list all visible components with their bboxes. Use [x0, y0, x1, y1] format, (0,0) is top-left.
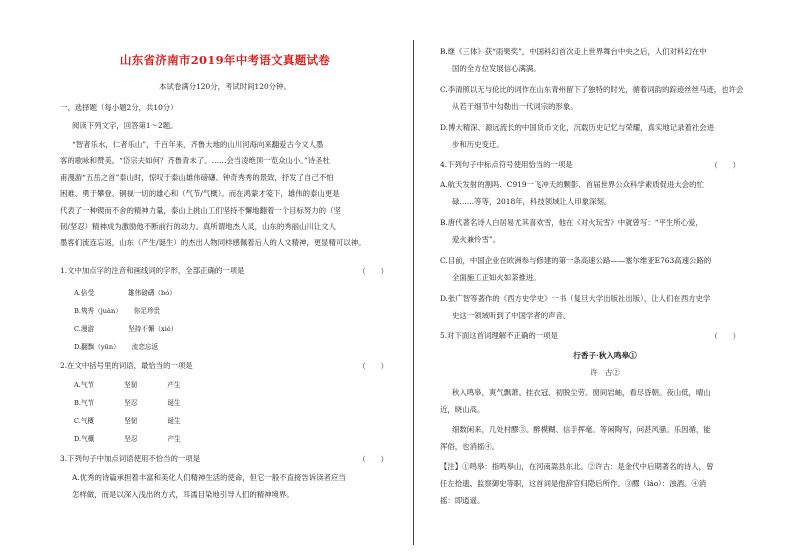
section-heading: 一、选择题（每小题2分，共10分） — [60, 103, 178, 112]
answer-paren: （ ） — [358, 455, 388, 464]
q3-option-line: 步和历史变迁。 — [452, 140, 504, 149]
q2-option-d: D.气概 坚忍 产生 — [74, 435, 181, 443]
q4-option-line: C.目前，中国企业在欧洲参与修建的第一条高速公路——塞尔维亚E763高速公路的 — [440, 256, 712, 265]
q2-option-b: B.气节 坚忍 诞生 — [74, 399, 181, 407]
poem-title: 行香子·秋入鸣皋① — [573, 351, 637, 360]
q1-option-a: A.倍受 雄伟磅礴（bó） — [74, 289, 176, 297]
poem-line: 细数闲来，几处村醪③。醉模糊、信手挥毫。等闲陶写，问甚风骚。乐因循，能 — [452, 425, 711, 434]
q4-option-line: A.航天发射的割吗、C919一飞冲天的颗影、首届世界公众科学素质促进大会的忙 — [440, 180, 704, 189]
passage-line: 韧/坚忍）精神成为激励他不断前行的动力。真所谓地杰人灵，山东的秀丽山川让文人 — [60, 222, 336, 231]
q3-option-line: B.继《三体》获“雨果奖”，中国科幻首次走上世界舞台中央之后，人们对科幻在中 — [440, 47, 707, 56]
poem-line: 近，晓山高。 — [440, 405, 485, 414]
poem-line: 秋入鸣皋，爽气飘萧。挂衣冠、初脱尘劳。窗间岩岫，看尽昏朝。夜山低，晴山 — [452, 388, 711, 397]
answer-paren: （ ） — [710, 332, 740, 341]
right-column — [440, 0, 770, 560]
poem-note: 任左拾遗、监察御史等职，这首词是他辞官归隐后所作。③醪（láo）：浊酒。④消 — [440, 479, 707, 488]
q4-option-line: D.张广智等著作的《西方史学史》一书（复旦大学出版社出版），让人们在西方史学 — [440, 294, 711, 303]
answer-paren: （ ） — [358, 362, 388, 371]
column-divider — [413, 40, 414, 545]
q2-option-c: C.气概 坚韧 诞生 — [74, 417, 181, 425]
passage-intro: 阅读下列文字，回答第1～2题。 — [72, 121, 178, 130]
question-5-stem: 5.对下面这首词理解不正确的一项是 — [440, 331, 558, 340]
q4-option-line: B.唐代著名诗人白居易尤其喜欢雪，他在《对火玩雪》中就曾写：“平生所心爱， — [440, 218, 703, 227]
answer-paren: （ ） — [358, 267, 388, 276]
page-title: 山东省济南市2019年中考语文真题试卷 — [119, 53, 331, 67]
left-column — [60, 0, 390, 560]
exam-info: 本试卷满分120分，考试时间120分钟。 — [159, 82, 291, 91]
q4-option-line: 爱火兼怜雪”。 — [452, 235, 501, 244]
question-2-stem: 2.在文中括号里的词语，最恰当的一项是 — [60, 361, 193, 370]
poem-note: 【注】①鸣皋：指鸣皋山，在河南嵩县东北。②许古：是金代中后期著名的诗人，曾 — [440, 462, 714, 471]
q4-option-line: 碌……等等，2018年，科技领域让人印象深刻。 — [452, 197, 612, 206]
poem-note: 摇：即逍遥。 — [440, 496, 485, 505]
q3-option-line: C.李清照以无与伦比的词作在山东青州留下了独特的时光，循着词韵的踪迹丝丝马迹，也许会 — [440, 85, 744, 94]
question-1-stem: 1.文中加点字的注音和画线词的字形，全部正确的一项是 — [60, 266, 245, 275]
answer-paren: （ ） — [710, 161, 740, 170]
q3-option-line: A.优秀的诗篇承担着丰富和美化人们精神生活的使命，但它一般不直接告诉读者应当 — [72, 473, 346, 482]
passage-line: 墨客们流连忘返，山东（产生/诞生）的杰出人物同样感佩着后人的人文精神，更显精可以神。 — [60, 238, 366, 247]
passage-line: 代表了一种锲而不舍的精神力量，泰山上挑山工们坚持不懈地翻着一个目标努力的（坚 — [60, 206, 341, 215]
question-3-stem: 3.下列句子中加点词语使用不恰当的一项是 — [60, 454, 201, 463]
q4-option-line: 史这一领域听到了中国学者的声音。 — [452, 311, 571, 320]
q3-option-line: D.博大精深、源远流长的中国货币文化，沉载历史记忆与荣耀，真实地记录着社会进 — [440, 123, 715, 132]
poem-line: 浑俗，也消摇④。 — [440, 442, 500, 451]
q3-option-line: 国的全方位发展信心满满。 — [452, 64, 541, 73]
q1-option-b: B.隽秀（juàn） 你足珍贵 — [74, 307, 161, 315]
question-4-stem: 4.下列句子中标点符号使用恰当的一项是 — [440, 160, 573, 169]
q1-option-d: D.翻飘（yūn） 流恋忘返 — [74, 343, 159, 351]
q4-option-line: 全面施工正如火如荼推进。 — [452, 273, 541, 282]
passage-line: “智者乐水，仁者乐山”，千百年来，齐鲁大地的山川河海向来翻爱古今文人墨 — [72, 140, 324, 149]
q2-option-a: A.气节 坚韧 产生 — [74, 381, 181, 389]
q3-option-line: 怎样做，而是以深入浅出的方式，耳濡目染地引导人们的精神境界。 — [72, 490, 294, 499]
q3-option-line: 从若干细节中勾勒出一代词宗的形象。 — [452, 102, 578, 111]
passage-line: 甫漫游“五岳之首”泰山时，惊叹于泰山雄伟磅礴、钟奇秀秀的景致，抒发了自己不怕 — [60, 173, 334, 182]
q1-option-c: C.漫游 坚持不懈（xiè） — [74, 325, 178, 333]
passage-line: 客的歌咏和赞美。“岱宗夫如何？齐鲁青未了。……会当凌绝顶一览众山小。”诗圣杜 — [60, 156, 330, 165]
poem-author: 许 古② — [590, 368, 620, 377]
passage-line: 困难、勇于攀登、铜视一切的雄心和（气节/气概）。而在鸿蒙才笺下，雄伟的泰山更是 — [60, 189, 340, 198]
